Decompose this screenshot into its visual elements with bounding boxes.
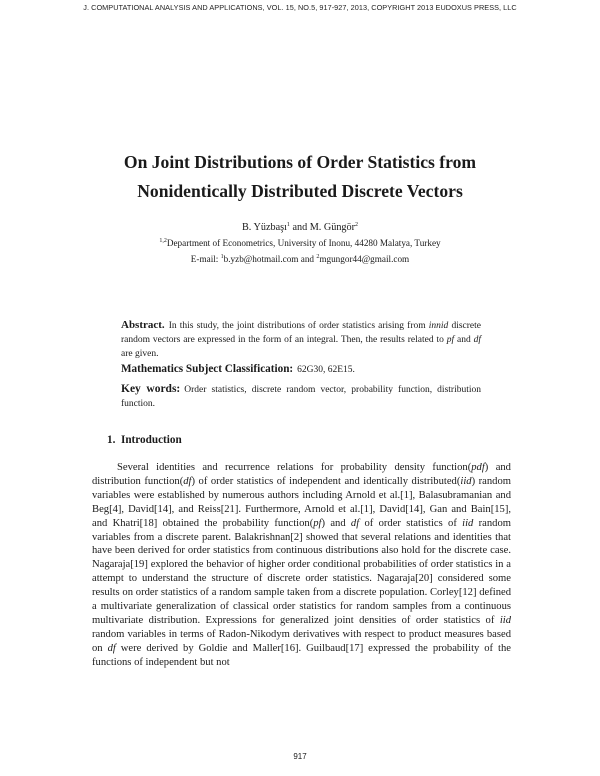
abstract-text: and bbox=[454, 335, 474, 345]
section-title: Introduction bbox=[120, 434, 182, 446]
msc-value: 62G30, 62E15. bbox=[297, 365, 355, 375]
email-line bbox=[60, 254, 540, 264]
author-1-marker: 1 bbox=[286, 222, 290, 228]
title-line-2: Nonidentically Distributed Discrete Vectors bbox=[137, 181, 463, 201]
intro-math: iid bbox=[462, 517, 474, 529]
affiliation bbox=[60, 238, 540, 248]
intro-text: ) random variables were established by numerous authors including Arnold et al.[1], Balasubramanian and Beg[4], David[14], and Reiss[21]. Furthermore, Arnold et al.[1], David[14], Gan and Bain[15], and Khatri[18] obtained the probability function( bbox=[92, 475, 511, 529]
email-2-marker: 2 bbox=[316, 254, 320, 260]
section-heading bbox=[107, 434, 182, 446]
abstract-label: Abstract. bbox=[121, 319, 165, 331]
email-2-link[interactable]: mgungor44@gmail.com bbox=[319, 254, 410, 264]
intro-math: df bbox=[350, 517, 360, 529]
abstract-text: In this study, the joint distributions of order statistics arising from bbox=[168, 321, 429, 331]
intro-math: pdf bbox=[471, 462, 485, 473]
intro-text: ) and bbox=[321, 517, 351, 529]
keywords-value: Order statistics, discrete random vector, probability function, distribution function. bbox=[121, 385, 481, 409]
intro-math: iid bbox=[460, 475, 472, 487]
author-2-marker: 2 bbox=[355, 222, 358, 228]
affiliation-text: Department of Econometrics, University of Inonu, 44280 Malatya, Turkey bbox=[166, 238, 441, 248]
intro-math: iid bbox=[499, 614, 511, 626]
intro-text: random variables from a discrete parent. Balakrishnan[2] showed that several relations and identities that have been derived for order statistics from continuous distributions also hold for the discrete case. Nagaraja[19] explored the behavior of higher order conditional probabilities of order statistics in a attempt to understand the structure of discrete order statistics. Nagaraja[20] considered some results on order statistics of a random sample taken from a discrete population. Corley[12] defined a multivariate generalization of classical order statistics for random samples from a continuous multivariate distribution. Expressions for generalized joint densities of order statistics of bbox=[92, 517, 512, 626]
email-separator: and bbox=[298, 254, 317, 264]
author-2: M. Güngör bbox=[309, 222, 355, 233]
author-separator: and bbox=[289, 222, 310, 233]
intro-text: ) and distribution function( bbox=[92, 462, 511, 487]
abstract-text: discrete random vectors are expressed in the form of an integral. Then, the results related to bbox=[121, 321, 481, 345]
abstract-math: innid bbox=[428, 321, 449, 331]
msc-classification bbox=[121, 363, 481, 375]
author-line bbox=[60, 222, 540, 233]
msc-label: Mathematics Subject Classification: bbox=[121, 363, 294, 375]
paper-title bbox=[60, 148, 540, 206]
email-1-link[interactable]: b.yzb@hotmail.com bbox=[223, 254, 299, 264]
intro-paragraph bbox=[92, 461, 511, 670]
intro-text: were derived by Goldie and Maller[16]. Guilbaud[17] expressed the probability of the functions of independent but not bbox=[92, 642, 511, 668]
keywords bbox=[121, 382, 481, 411]
intro-math: df bbox=[107, 642, 116, 654]
keywords-label: Key words: bbox=[121, 383, 181, 395]
email-1-marker: 1 bbox=[220, 254, 224, 260]
author-1: B. Yüzbaşı bbox=[242, 222, 287, 233]
abstract-text: are given. bbox=[121, 349, 159, 359]
intro-text: of order statistics of bbox=[359, 517, 463, 529]
section-number: 1. bbox=[107, 434, 116, 446]
intro-text: Several identities and recurrence relations for probability density function( bbox=[117, 462, 472, 473]
intro-math: df bbox=[183, 475, 192, 487]
title-line-1: On Joint Distributions of Order Statistics from bbox=[123, 152, 477, 172]
intro-math: pf bbox=[313, 517, 322, 529]
intro-text: random variables in terms of Radon-Nikodym derivatives with respect to product measures based on bbox=[92, 628, 511, 654]
page-number: 917 bbox=[293, 752, 307, 761]
affiliation-marker: 1,2 bbox=[159, 238, 167, 244]
intro-text: ) of order statistics of independent and identically distributed( bbox=[191, 475, 461, 487]
abstract-math: df bbox=[473, 335, 481, 345]
abstract bbox=[121, 318, 481, 361]
abstract-math: pf bbox=[446, 335, 455, 345]
running-head: J. COMPUTATIONAL ANALYSIS AND APPLICATIONS, VOL. 15, NO.5, 917-927, 2013, COPYRIGHT 2013 EUDOXUS PRESS, LLC bbox=[83, 3, 517, 12]
email-prefix: E-mail: bbox=[190, 254, 221, 264]
